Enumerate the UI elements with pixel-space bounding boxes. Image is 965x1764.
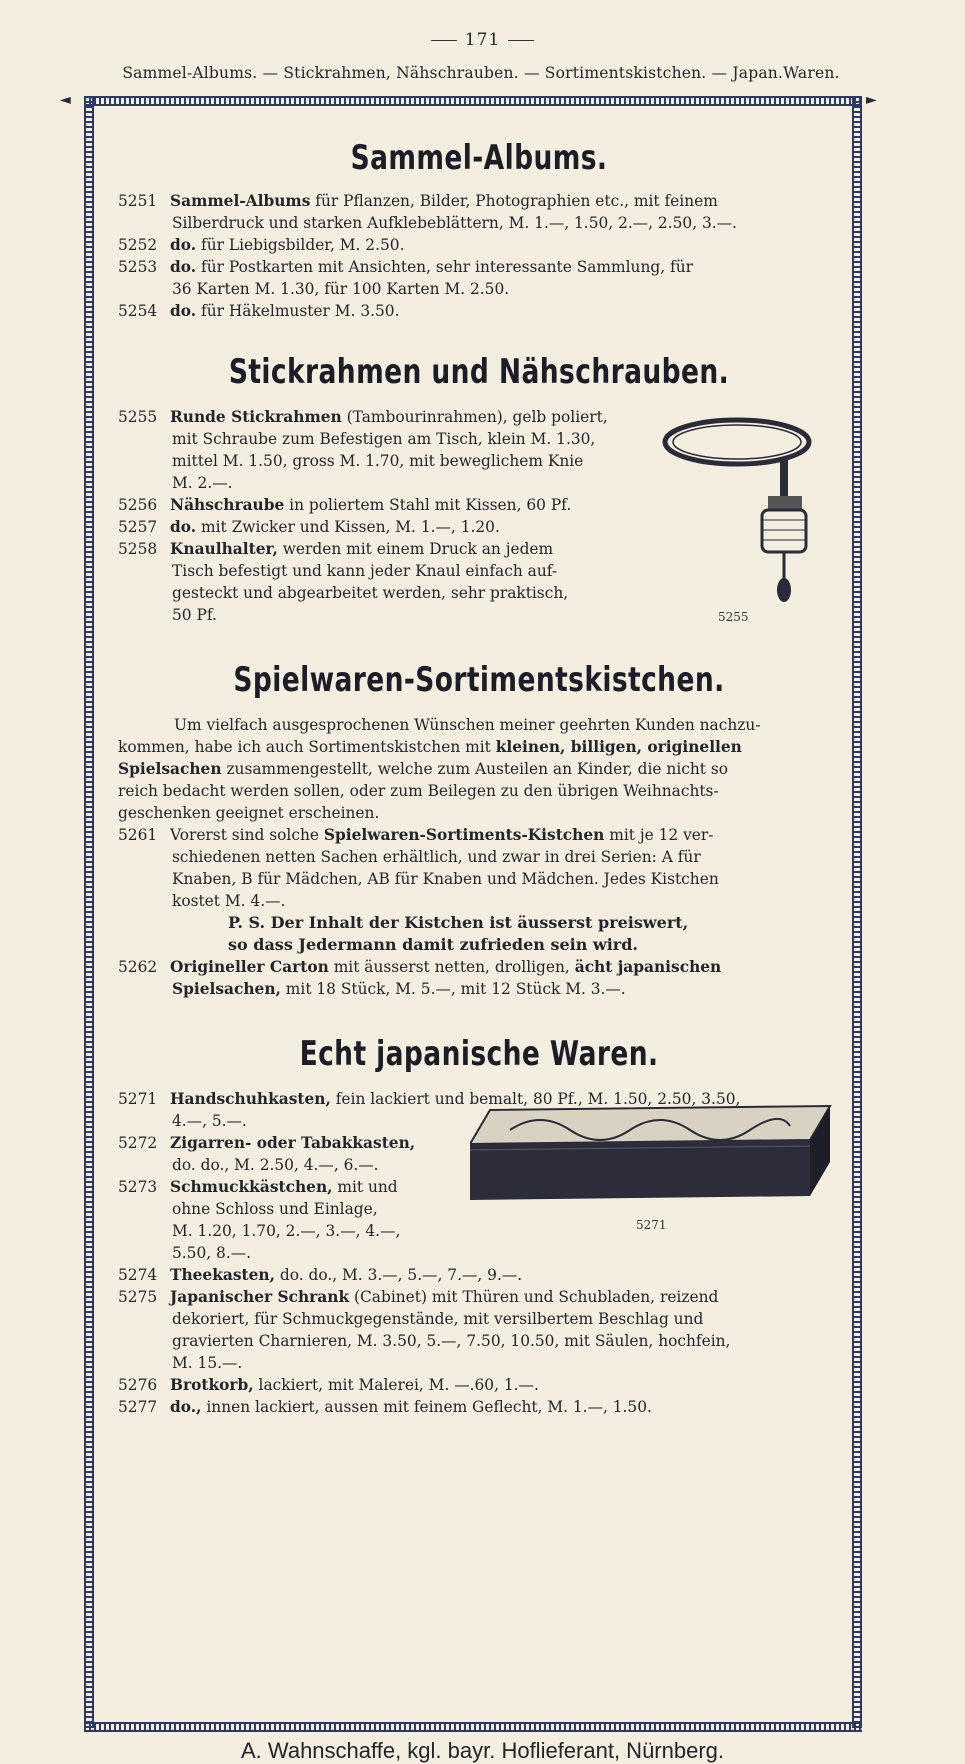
entry-5262: 5262 Origineller Carton mit äusserst netten, drolligen, ächt japanischen Spielsachen, mit 18 Stück, M. 5.—, mit 12 Stück M. 3.—. — [118, 958, 722, 998]
entry-5277: 5277 do., innen lackiert, aussen mit feinem Geflecht, M. 1.—, 1.50. — [118, 1398, 652, 1416]
right-border — [852, 96, 862, 1728]
bottom-border — [84, 1722, 862, 1732]
spiel-intro: Um vielfach ausgesprochenen Wünschen meiner geehrten Kunden nachzu- kommen, habe ich auch Sortimentskistchen mit kleinen, billigen, originellen Spielsachen zusammengestellt, welche zum Austeilen an Kinder, die nicht so reich bedacht werden sollen, oder zum Beilegen zu den übrigen Weihnachts- geschenken geeignet erscheinen. — [118, 716, 761, 822]
entry-5271: 5271 Handschuhkasten, fein lackiert und bemalt, 80 Pf., M. 1.50, 2.50, 3.50, 4.—, 5.—. — [118, 1090, 741, 1130]
entry-5276: 5276 Brotkorb, lackiert, mit Malerei, M. —.60, 1.—. — [118, 1376, 539, 1394]
footer: A. Wahnschaffe, kgl. bayr. Hoflieferant, Nürnberg. — [240, 1738, 725, 1763]
lacquer-box-illustration — [470, 1100, 840, 1200]
entry-5273: 5273 Schmuckkästchen, mit und ohne Schloss und Einlage, M. 1.20, 1.70, 2.—, 3.—, 4.—, 5.50, 8.—. — [118, 1178, 401, 1262]
embroidery-hoop-illustration — [662, 410, 822, 620]
entry-5251: 5251 Sammel-Albums für Pflanzen, Bilder, Photographien etc., mit feinem Silberdruck und starken Aufklebeblättern, M. 1.—, 1.50, 2.—, 2.50, 3.—. — [118, 192, 737, 232]
section-title-stick: Stickrahmen und Nähschrauben. — [228, 352, 730, 392]
page-content — [118, 130, 840, 1418]
entry-5257: 5257 do. mit Zwicker und Kissen, M. 1.—, 1.20. — [118, 518, 500, 536]
left-arrow-icon: ◄ — [60, 92, 71, 108]
page-number: 171 — [0, 30, 965, 50]
entry-5255: 5255 Runde Stickrahmen (Tambourinrahmen), gelb poliert, mit Schraube zum Befestigen am Tisch, klein M. 1.30, mittel M. 1.50, gross M. 1.70, mit beweglichem Knie M. 2.—. — [118, 408, 608, 492]
entry-5274: 5274 Theekasten, do. do., M. 3.—, 5.—, 7.—, 9.—. — [118, 1266, 523, 1284]
entry-5258: 5258 Knaulhalter, werden mit einem Druck an jedem Tisch befestigt und kann jeder Knaul einfach auf- gesteckt und abgearbeitet werden, sehr praktisch, 50 Pf. — [118, 540, 569, 624]
entry-5252: 5252 do. für Liebigsbilder, M. 2.50. — [118, 236, 405, 254]
section-title-japan: Echt japanische Waren. — [299, 1034, 659, 1074]
section-title-spiel: Spielwaren-Sortimentskistchen. — [233, 660, 725, 700]
entry-5261: 5261 Vorerst sind solche Spielwaren-Sortiments-Kistchen mit je 12 ver- schiedenen netten Sachen erhältlich, und zwar in drei Serien: A für Knaben, B für Mädchen, AB für Knaben und Mädchen. Jedes Kistchen kostet M. 4.—. — [118, 826, 719, 910]
left-border — [84, 96, 94, 1728]
ps-note: P. S. Der Inhalt der Kistchen ist äusserst preiswert, so dass Jedermann damit zufrieden sein wird. — [228, 913, 689, 954]
entry-5254: 5254 do. für Häkelmuster M. 3.50. — [118, 302, 400, 320]
entry-5275: 5275 Japanischer Schrank (Cabinet) mit Thüren und Schubladen, reizend dekoriert, für Schmuckgegenstände, mit versilbertem Beschlag und gravierten Charnieren, M. 3.50, 5.—, 7.50, 10.50, mit Säulen, hochfein, M. 15.—. — [118, 1288, 731, 1372]
section-title-sammel: Sammel-Albums. — [350, 138, 608, 178]
caption-5271: 5271 — [636, 1218, 667, 1232]
entry-5272: 5272 Zigarren- oder Tabakkasten, do. do., M. 2.50, 4.—, 6.—. — [118, 1134, 416, 1174]
entry-5256: 5256 Nähschraube in poliertem Stahl mit Kissen, 60 Pf. — [118, 496, 572, 514]
caption-5255: 5255 — [718, 610, 749, 624]
right-arrow-icon: ► — [866, 92, 877, 108]
entry-5253: 5253 do. für Postkarten mit Ansichten, sehr interessante Sammlung, für 36 Karten M. 1.30, für 100 Karten M. 2.50. — [118, 258, 693, 298]
running-header: Sammel-Albums. — Stickrahmen, Nähschrauben. — Sortimentskistchen. — Japan.Waren. — [122, 64, 840, 82]
top-border — [84, 96, 862, 106]
